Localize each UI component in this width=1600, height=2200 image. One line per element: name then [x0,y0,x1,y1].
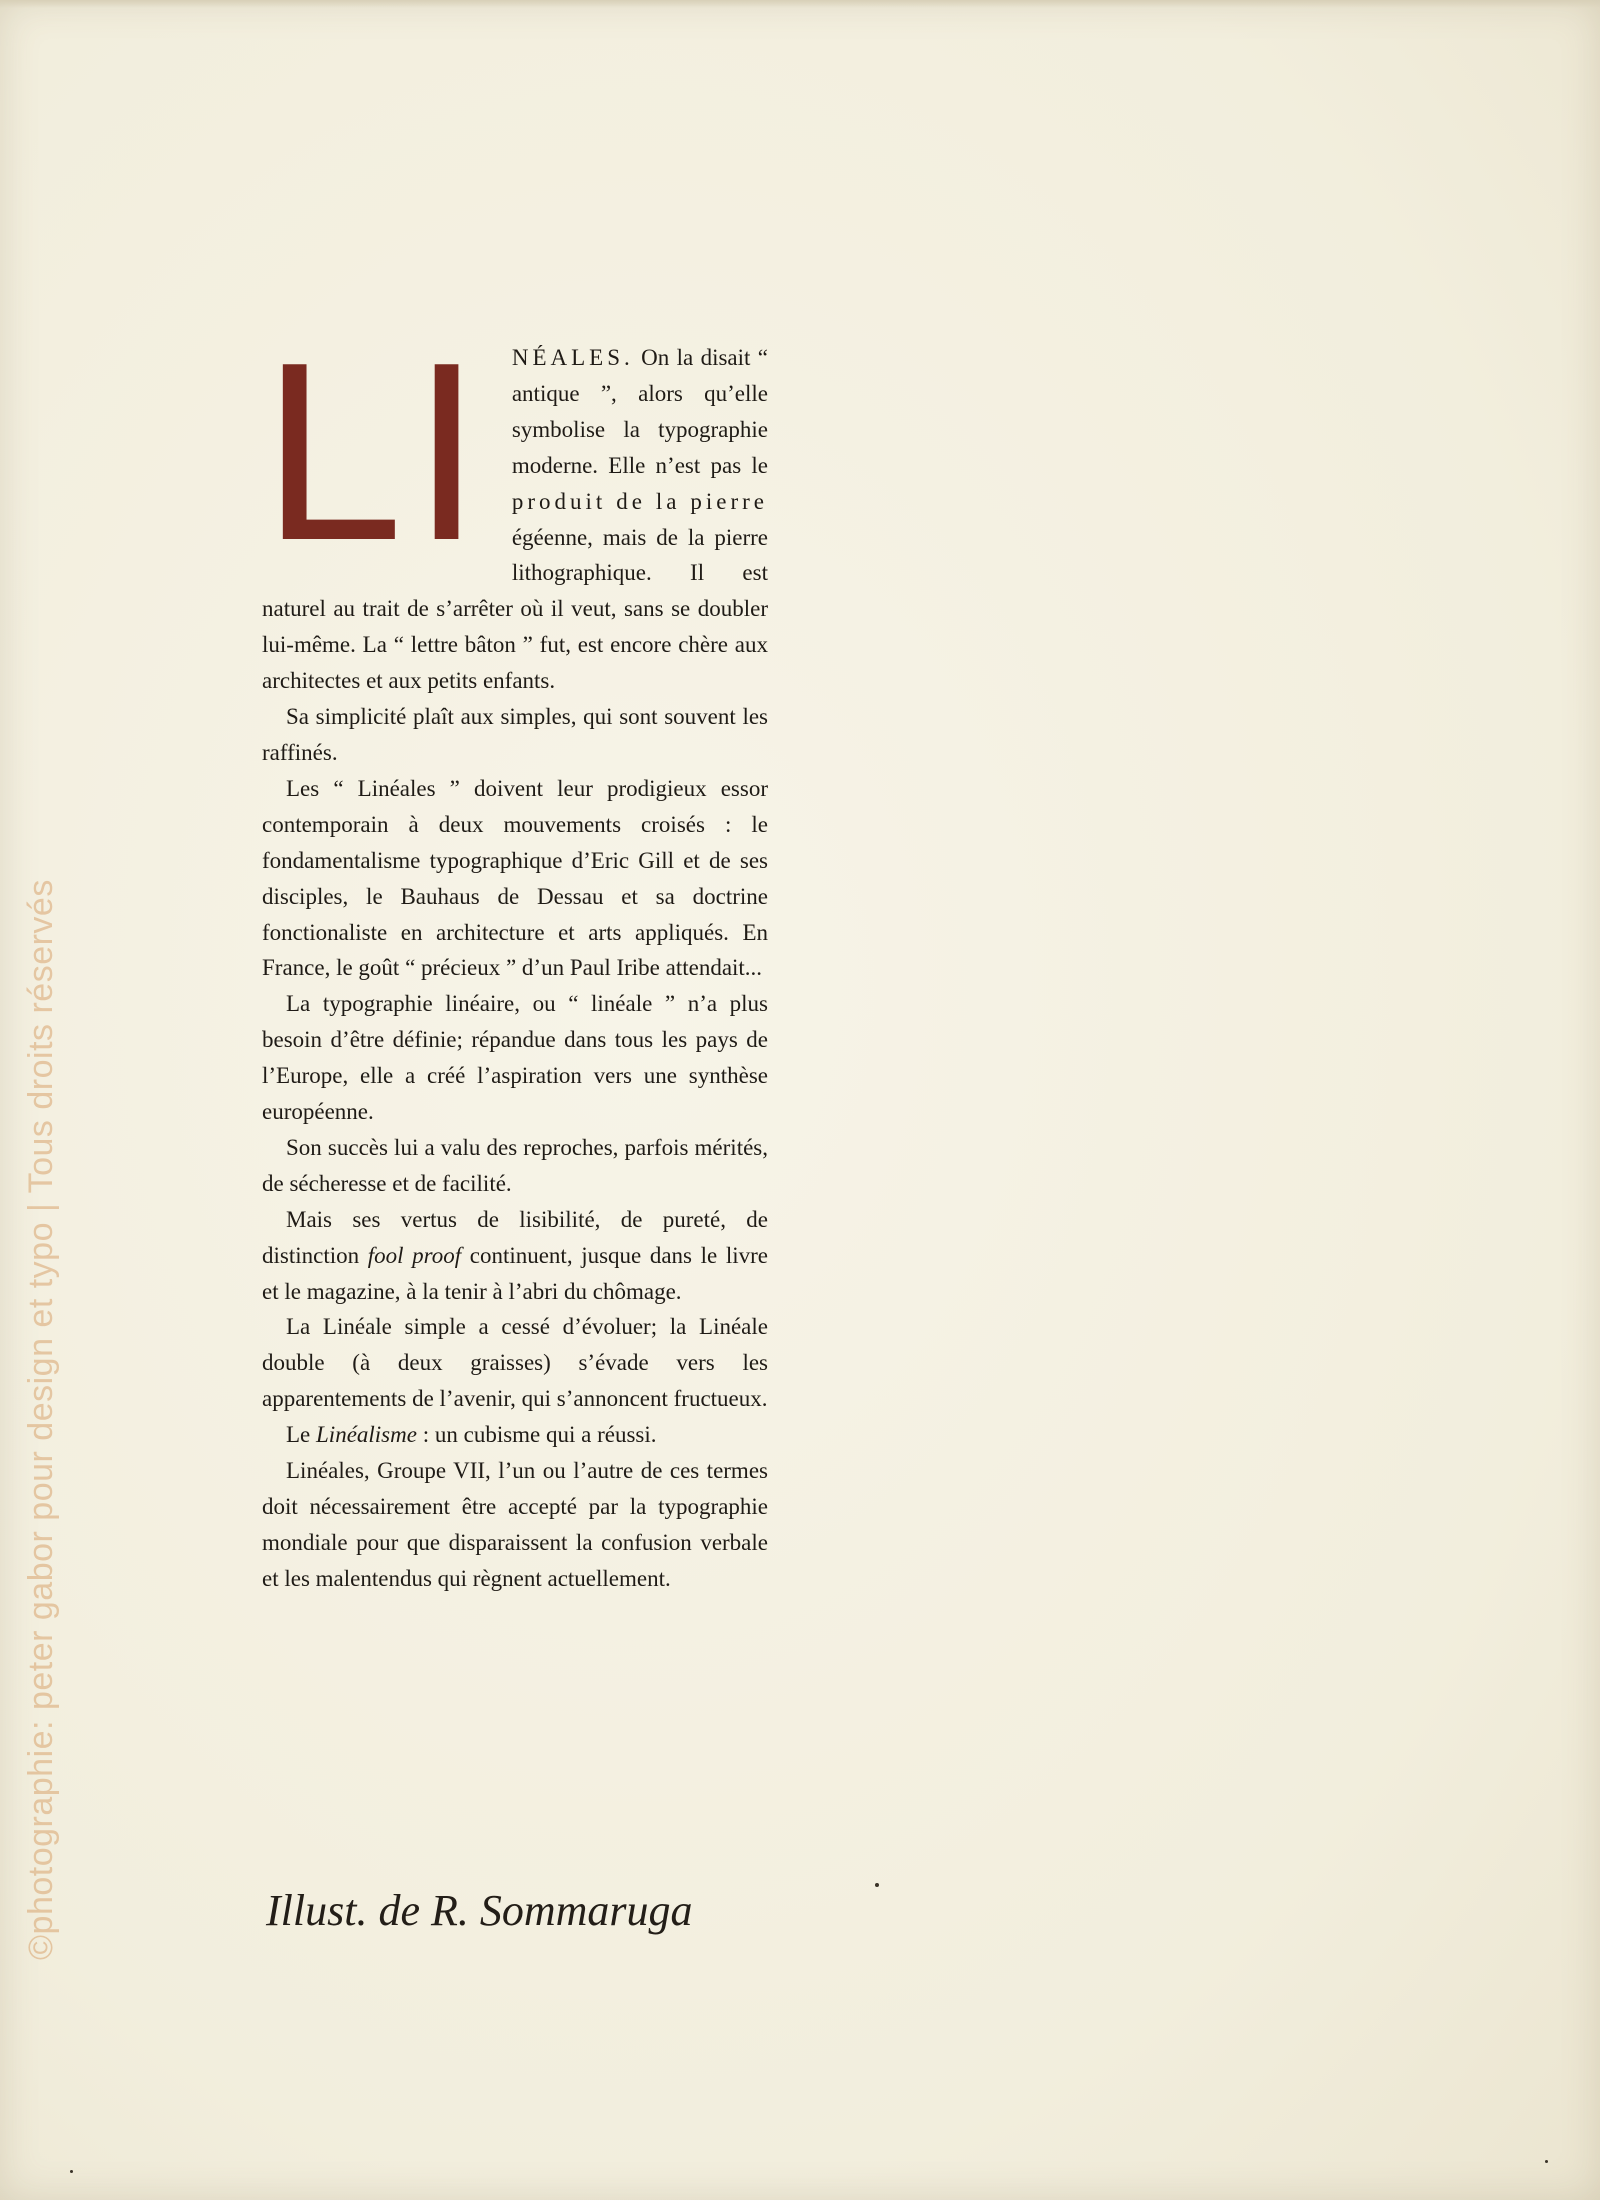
copyright-watermark: ©photographie: peter gabor pour design et typo | Tous droits réservés [22,879,60,1960]
paper-speck [875,1883,879,1887]
paragraph-5: Son succès lui a valu des reproches, parfois mérités, de sécheresse et de facilité. [262,1134,768,1196]
paragraph-8 [262,1417,768,1453]
paragraph-2: Sa simplicité plaît aux simples, qui sont souvent les raffinés. [262,704,768,765]
paragraph-4: La typographie linéaire, ou “ linéale ” n’a plus besoin d’être définie; répandue dans tous les pays de l’Europe, elle a créé l’aspiration vers une synthèse européenne. [262,991,768,1125]
paragraph-9: Linéales, Groupe VII, l’un ou l’autre de ces termes doit nécessairement être accepté par la typographie mondiale pour que disparaissent la confusion verbale et les malentendus qui règnent actuellement. [262,1458,768,1591]
article-body [262,340,768,1597]
paragraph-6 [262,1202,768,1310]
drop-cap: LI [262,352,490,564]
paragraph-1-text-a: On la disait “ antique ”, alors qu’elle symbolise la typographie moderne. Elle n’est pas le [511,345,768,478]
paragraph-8-before: Le [286,1422,317,1448]
paragraph-6-italic: fool proof [367,1242,462,1268]
paragraph-7: La Linéale simple a cessé d’évoluer; la Linéale double (à deux graisses) s’évade vers les apparentements de l’avenir, qui s’annoncent fructueux. [262,1314,768,1412]
paragraph-8-italic: Linéalisme [316,1422,417,1448]
paper-edge [0,0,1600,8]
paragraph-1-spaced-text: produit de la pierre [511,488,768,514]
paper-speck [70,2170,73,2173]
paragraph-6-before: Mais ses vertus de lisibilité, de pureté, de distinction [262,1206,768,1268]
paragraph-6-after: continuent, jusque dans le livre et le magazine, à la tenir à l’abri du chômage. [262,1242,768,1304]
paragraph-8-after: : un cubisme qui a réussi. [416,1422,657,1448]
lead-word: NÉALES. [511,345,634,370]
paragraph-3: Les “ Linéales ” doivent leur prodigieux essor contemporain à deux mouvements croisés : le fondamentalisme typographique d’Eric Gill et de ses disciples, le Bauhaus de Dessau et sa doctrine fonctionaliste en architecture et arts appliqués. En France, le goût “ précieux ” d’un Paul Iribe attendait... [262,775,768,981]
illustration-credit: Illust. de R. Sommaruga [266,1886,693,1935]
paragraph-1-text-b: égéenne, mais de la pierre lithographique. Il est naturel au trait de s’arrêter où il veut, sans se doubler lui-même. La “ lettre bâton ” fut, est encore chère aux architectes et aux petits enfants. [262,524,768,694]
paper-speck [1545,2160,1548,2163]
